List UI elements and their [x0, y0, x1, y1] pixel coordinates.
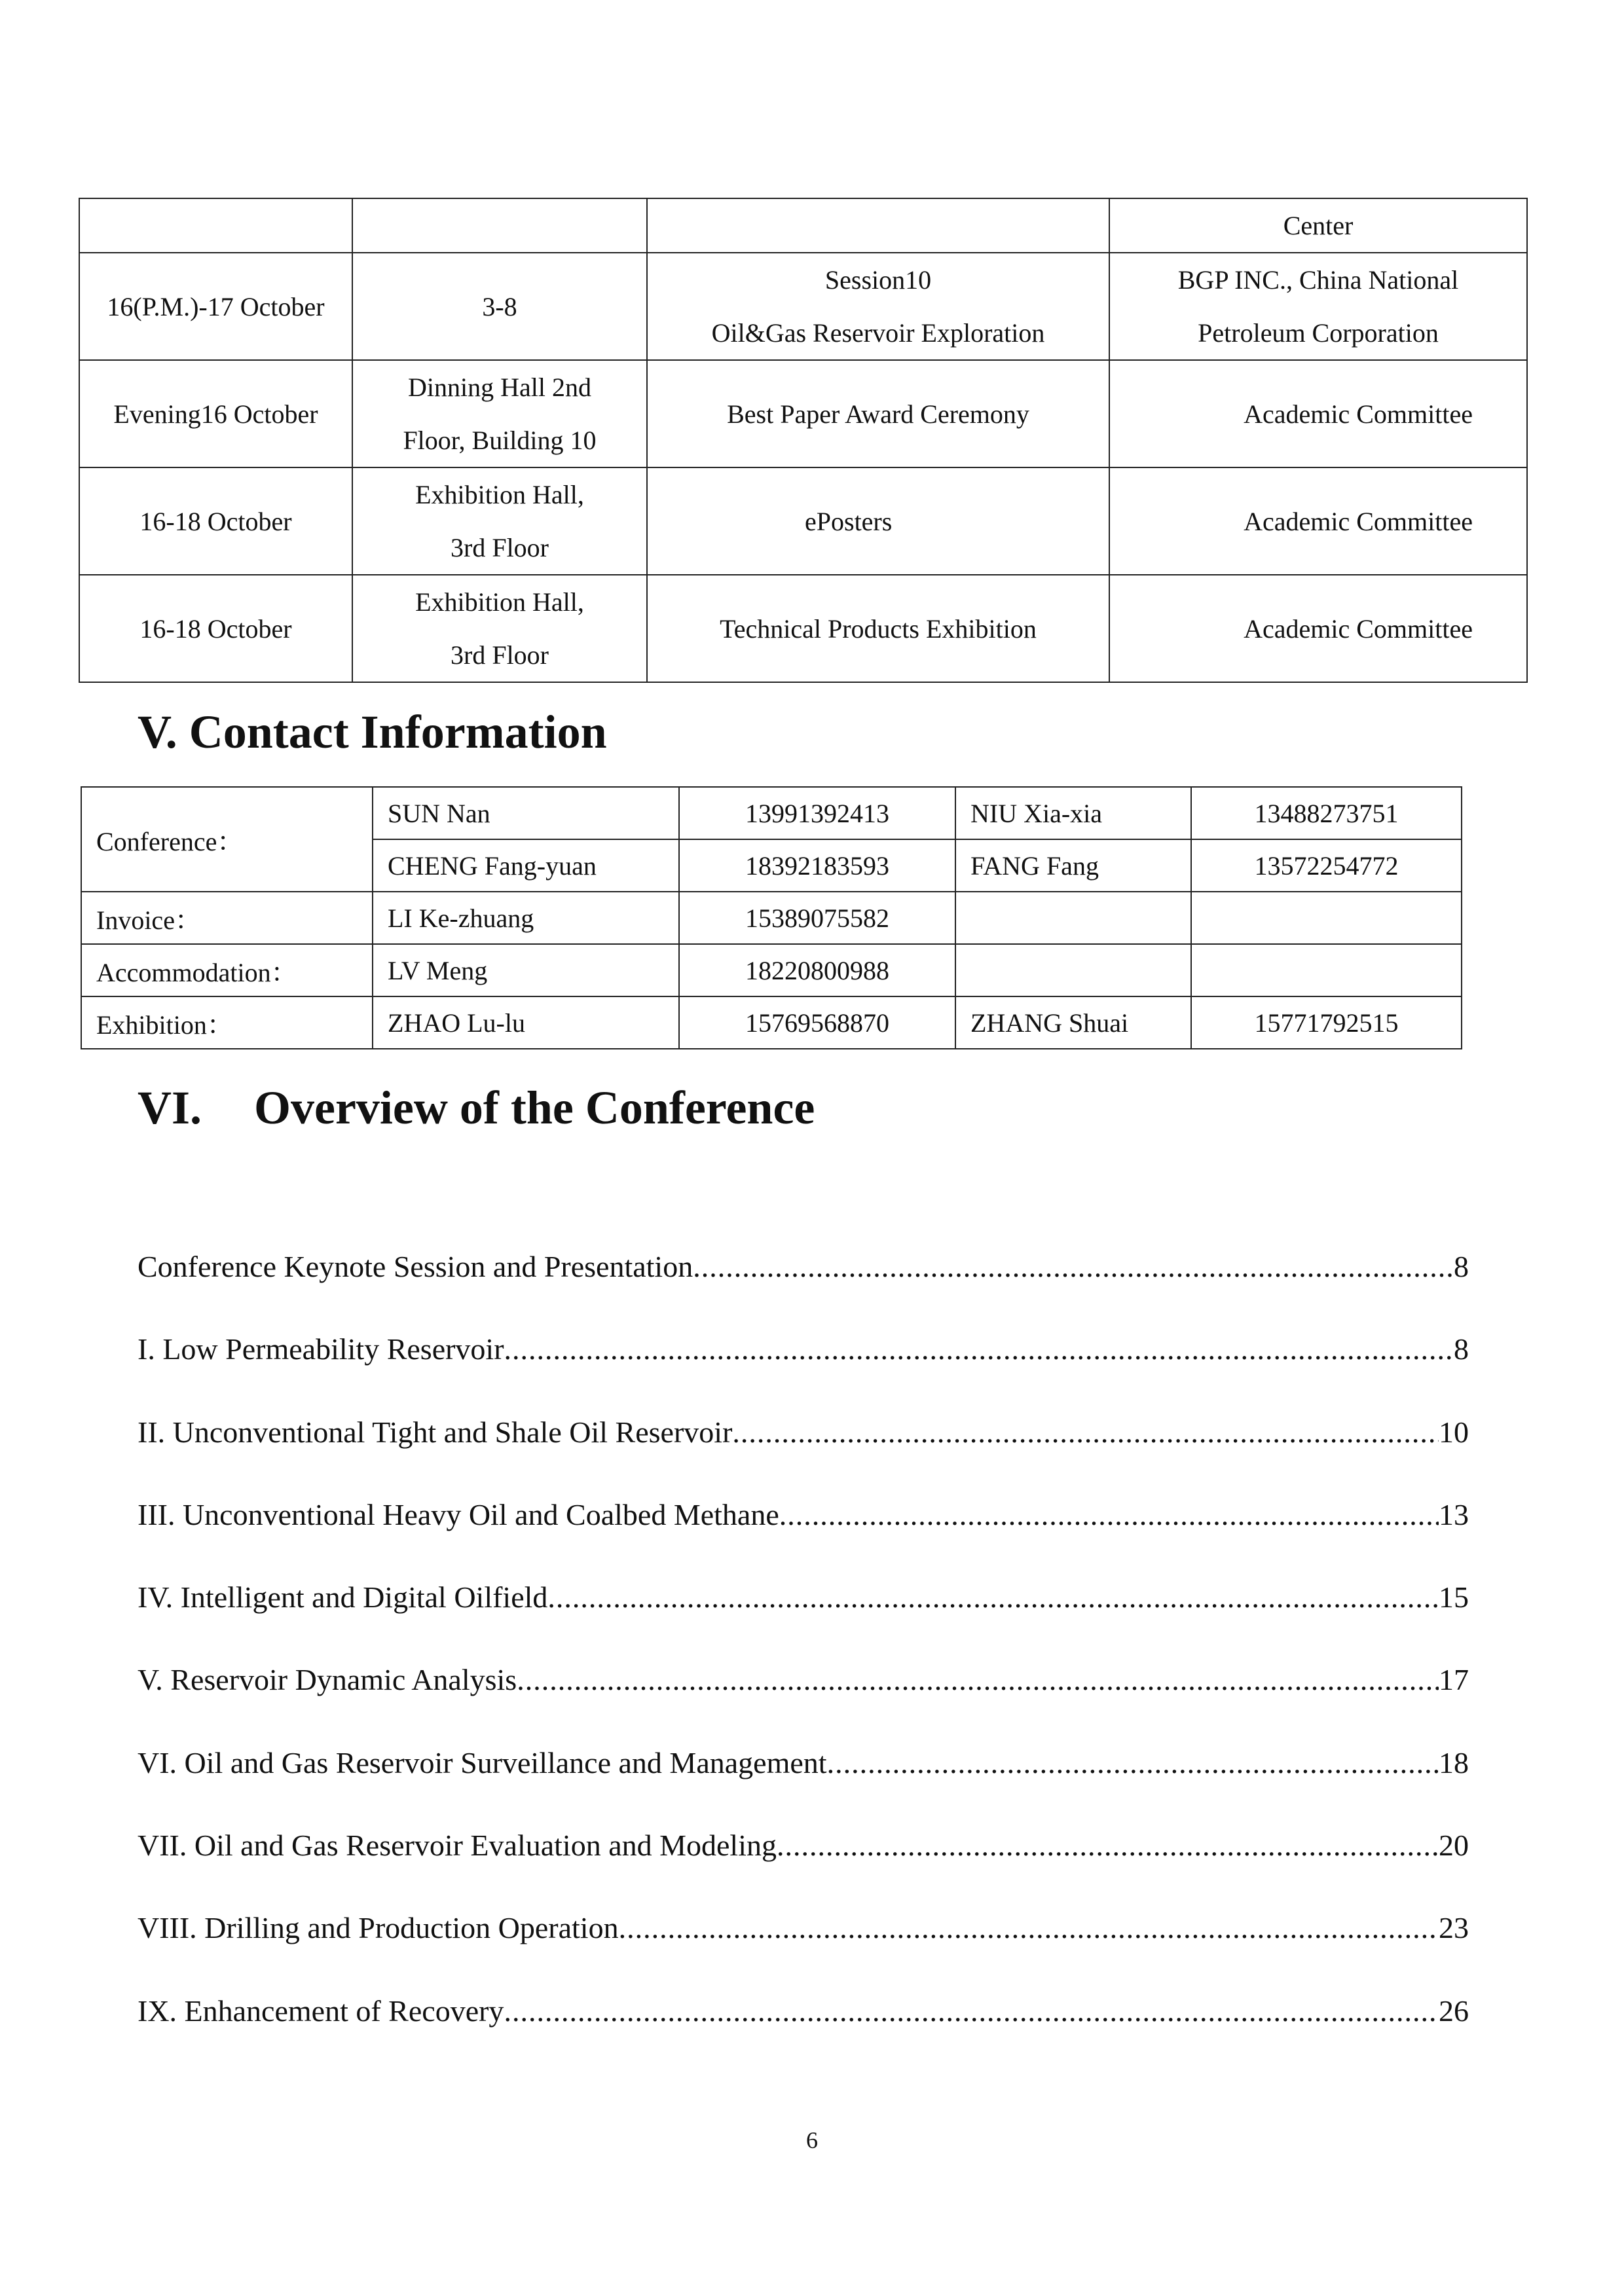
contact-phone: 15389075582	[679, 892, 955, 944]
toc-entry[interactable]	[138, 1332, 1469, 1414]
toc-leader	[504, 1332, 1454, 1366]
toc-entry-title: II. Unconventional Tight and Shale Oil Reservoir	[138, 1415, 733, 1449]
contact-name: SUN Nan	[373, 787, 679, 839]
contact-name: ZHANG Shuai	[955, 996, 1191, 1049]
schedule-venue: 3-8	[352, 253, 647, 360]
toc-entry-title: VI. Oil and Gas Reservoir Surveillance and Management	[138, 1745, 827, 1779]
toc-entry[interactable]	[138, 1745, 1469, 1828]
contact-name	[955, 944, 1191, 996]
schedule-venue: Exhibition Hall, 3rd Floor	[352, 467, 647, 575]
overview-heading-number: VI.	[138, 1082, 202, 1134]
schedule-organizer: Academic Committee	[1109, 467, 1527, 575]
contact-row	[81, 892, 1462, 944]
contact-phone: 13488273751	[1191, 787, 1462, 839]
toc-entry-page: 26	[1439, 1994, 1469, 2028]
toc-entry-title: VII. Oil and Gas Reservoir Evaluation and Modeling	[138, 1829, 777, 1863]
schedule-organizer: BGP INC., China National Petroleum Corporation	[1109, 253, 1527, 360]
contact-category: Accommodation：	[81, 944, 373, 996]
contact-table	[81, 786, 1462, 1049]
contact-phone	[1191, 944, 1462, 996]
schedule-date: 16-18 October	[79, 575, 352, 682]
schedule-organizer: Academic Committee	[1109, 360, 1527, 467]
toc-entry-page: 18	[1439, 1745, 1469, 1779]
schedule-row	[79, 360, 1527, 467]
contact-category: Invoice：	[81, 892, 373, 944]
schedule-session: Best Paper Award Ceremony	[647, 360, 1109, 467]
schedule-session	[647, 198, 1109, 253]
contact-name	[955, 892, 1191, 944]
schedule-table	[79, 198, 1528, 683]
toc-entry[interactable]	[138, 1249, 1469, 1332]
table-of-contents	[138, 1249, 1469, 2076]
schedule-row	[79, 467, 1527, 575]
contact-category: Conference：	[81, 787, 373, 892]
toc-entry[interactable]	[138, 1994, 1469, 2076]
toc-entry-title: III. Unconventional Heavy Oil and Coalbed Methane	[138, 1497, 779, 1531]
toc-entry-page: 13	[1439, 1497, 1469, 1531]
contact-phone: 15771792515	[1191, 996, 1462, 1049]
contact-name: NIU Xia-xia	[955, 787, 1191, 839]
schedule-venue: Dinning Hall 2nd Floor, Building 10	[352, 360, 647, 467]
toc-entry-page: 20	[1439, 1829, 1469, 1863]
toc-entry-title: Conference Keynote Session and Presentation	[138, 1250, 693, 1283]
schedule-venue	[352, 198, 647, 253]
toc-entry-page: 15	[1439, 1580, 1469, 1614]
toc-entry-title: IX. Enhancement of Recovery	[138, 1994, 504, 2028]
page-number: 6	[806, 2127, 818, 2153]
schedule-date: 16(P.M.)-17 October	[79, 253, 352, 360]
toc-entry-page: 8	[1454, 1332, 1469, 1366]
toc-leader	[619, 1910, 1439, 1945]
toc-entry-title: IV. Intelligent and Digital Oilfield	[138, 1580, 548, 1614]
overview-heading-title: Overview of the Conference	[254, 1082, 815, 1134]
toc-leader	[732, 1415, 1439, 1449]
schedule-row	[79, 198, 1527, 253]
contact-phone: 18220800988	[679, 944, 955, 996]
contact-row	[81, 944, 1462, 996]
schedule-date: Evening16 October	[79, 360, 352, 467]
toc-entry[interactable]	[138, 1910, 1469, 1993]
contact-phone: 13572254772	[1191, 839, 1462, 892]
schedule-session: Technical Products Exhibition	[647, 575, 1109, 682]
contact-phone: 18392183593	[679, 839, 955, 892]
schedule-venue: Exhibition Hall, 3rd Floor	[352, 575, 647, 682]
toc-leader	[547, 1580, 1439, 1614]
contact-row	[81, 996, 1462, 1049]
contact-row	[81, 787, 1462, 839]
contact-name: LV Meng	[373, 944, 679, 996]
toc-entry-title: VIII. Drilling and Production Operation	[138, 1911, 619, 1945]
toc-entry-page: 23	[1439, 1911, 1469, 1945]
schedule-organizer: Center	[1109, 198, 1527, 253]
toc-leader	[517, 1662, 1439, 1697]
toc-entry-page: 8	[1454, 1250, 1469, 1283]
toc-entry-page: 17	[1439, 1663, 1469, 1697]
contact-phone: 15769568870	[679, 996, 955, 1049]
toc-entry[interactable]	[138, 1497, 1469, 1580]
schedule-row	[79, 253, 1527, 360]
toc-leader	[777, 1828, 1439, 1863]
toc-leader	[504, 1994, 1439, 2028]
toc-entry-title: I. Low Permeability Reservoir	[138, 1332, 504, 1366]
contact-phone	[1191, 892, 1462, 944]
contact-name: LI Ke-zhuang	[373, 892, 679, 944]
toc-entry-title: V. Reservoir Dynamic Analysis	[138, 1663, 517, 1697]
toc-entry[interactable]	[138, 1415, 1469, 1497]
schedule-session: ePosters	[647, 467, 1109, 575]
schedule-session: Session10 Oil&Gas Reservoir Exploration	[647, 253, 1109, 360]
toc-entry[interactable]	[138, 1828, 1469, 1910]
toc-entry-page: 10	[1439, 1415, 1469, 1449]
contact-heading: V. Contact Information	[138, 706, 607, 758]
toc-leader	[779, 1497, 1439, 1532]
toc-entry[interactable]	[138, 1580, 1469, 1662]
toc-entry[interactable]	[138, 1662, 1469, 1745]
contact-category: Exhibition：	[81, 996, 373, 1049]
schedule-date: 16-18 October	[79, 467, 352, 575]
toc-leader	[693, 1249, 1454, 1284]
schedule-organizer: Academic Committee	[1109, 575, 1527, 682]
contact-phone: 13991392413	[679, 787, 955, 839]
contact-name: FANG Fang	[955, 839, 1191, 892]
schedule-row	[79, 575, 1527, 682]
schedule-date	[79, 198, 352, 253]
contact-name: ZHAO Lu-lu	[373, 996, 679, 1049]
toc-leader	[827, 1745, 1439, 1780]
contact-name: CHENG Fang-yuan	[373, 839, 679, 892]
overview-heading	[138, 1082, 815, 1134]
